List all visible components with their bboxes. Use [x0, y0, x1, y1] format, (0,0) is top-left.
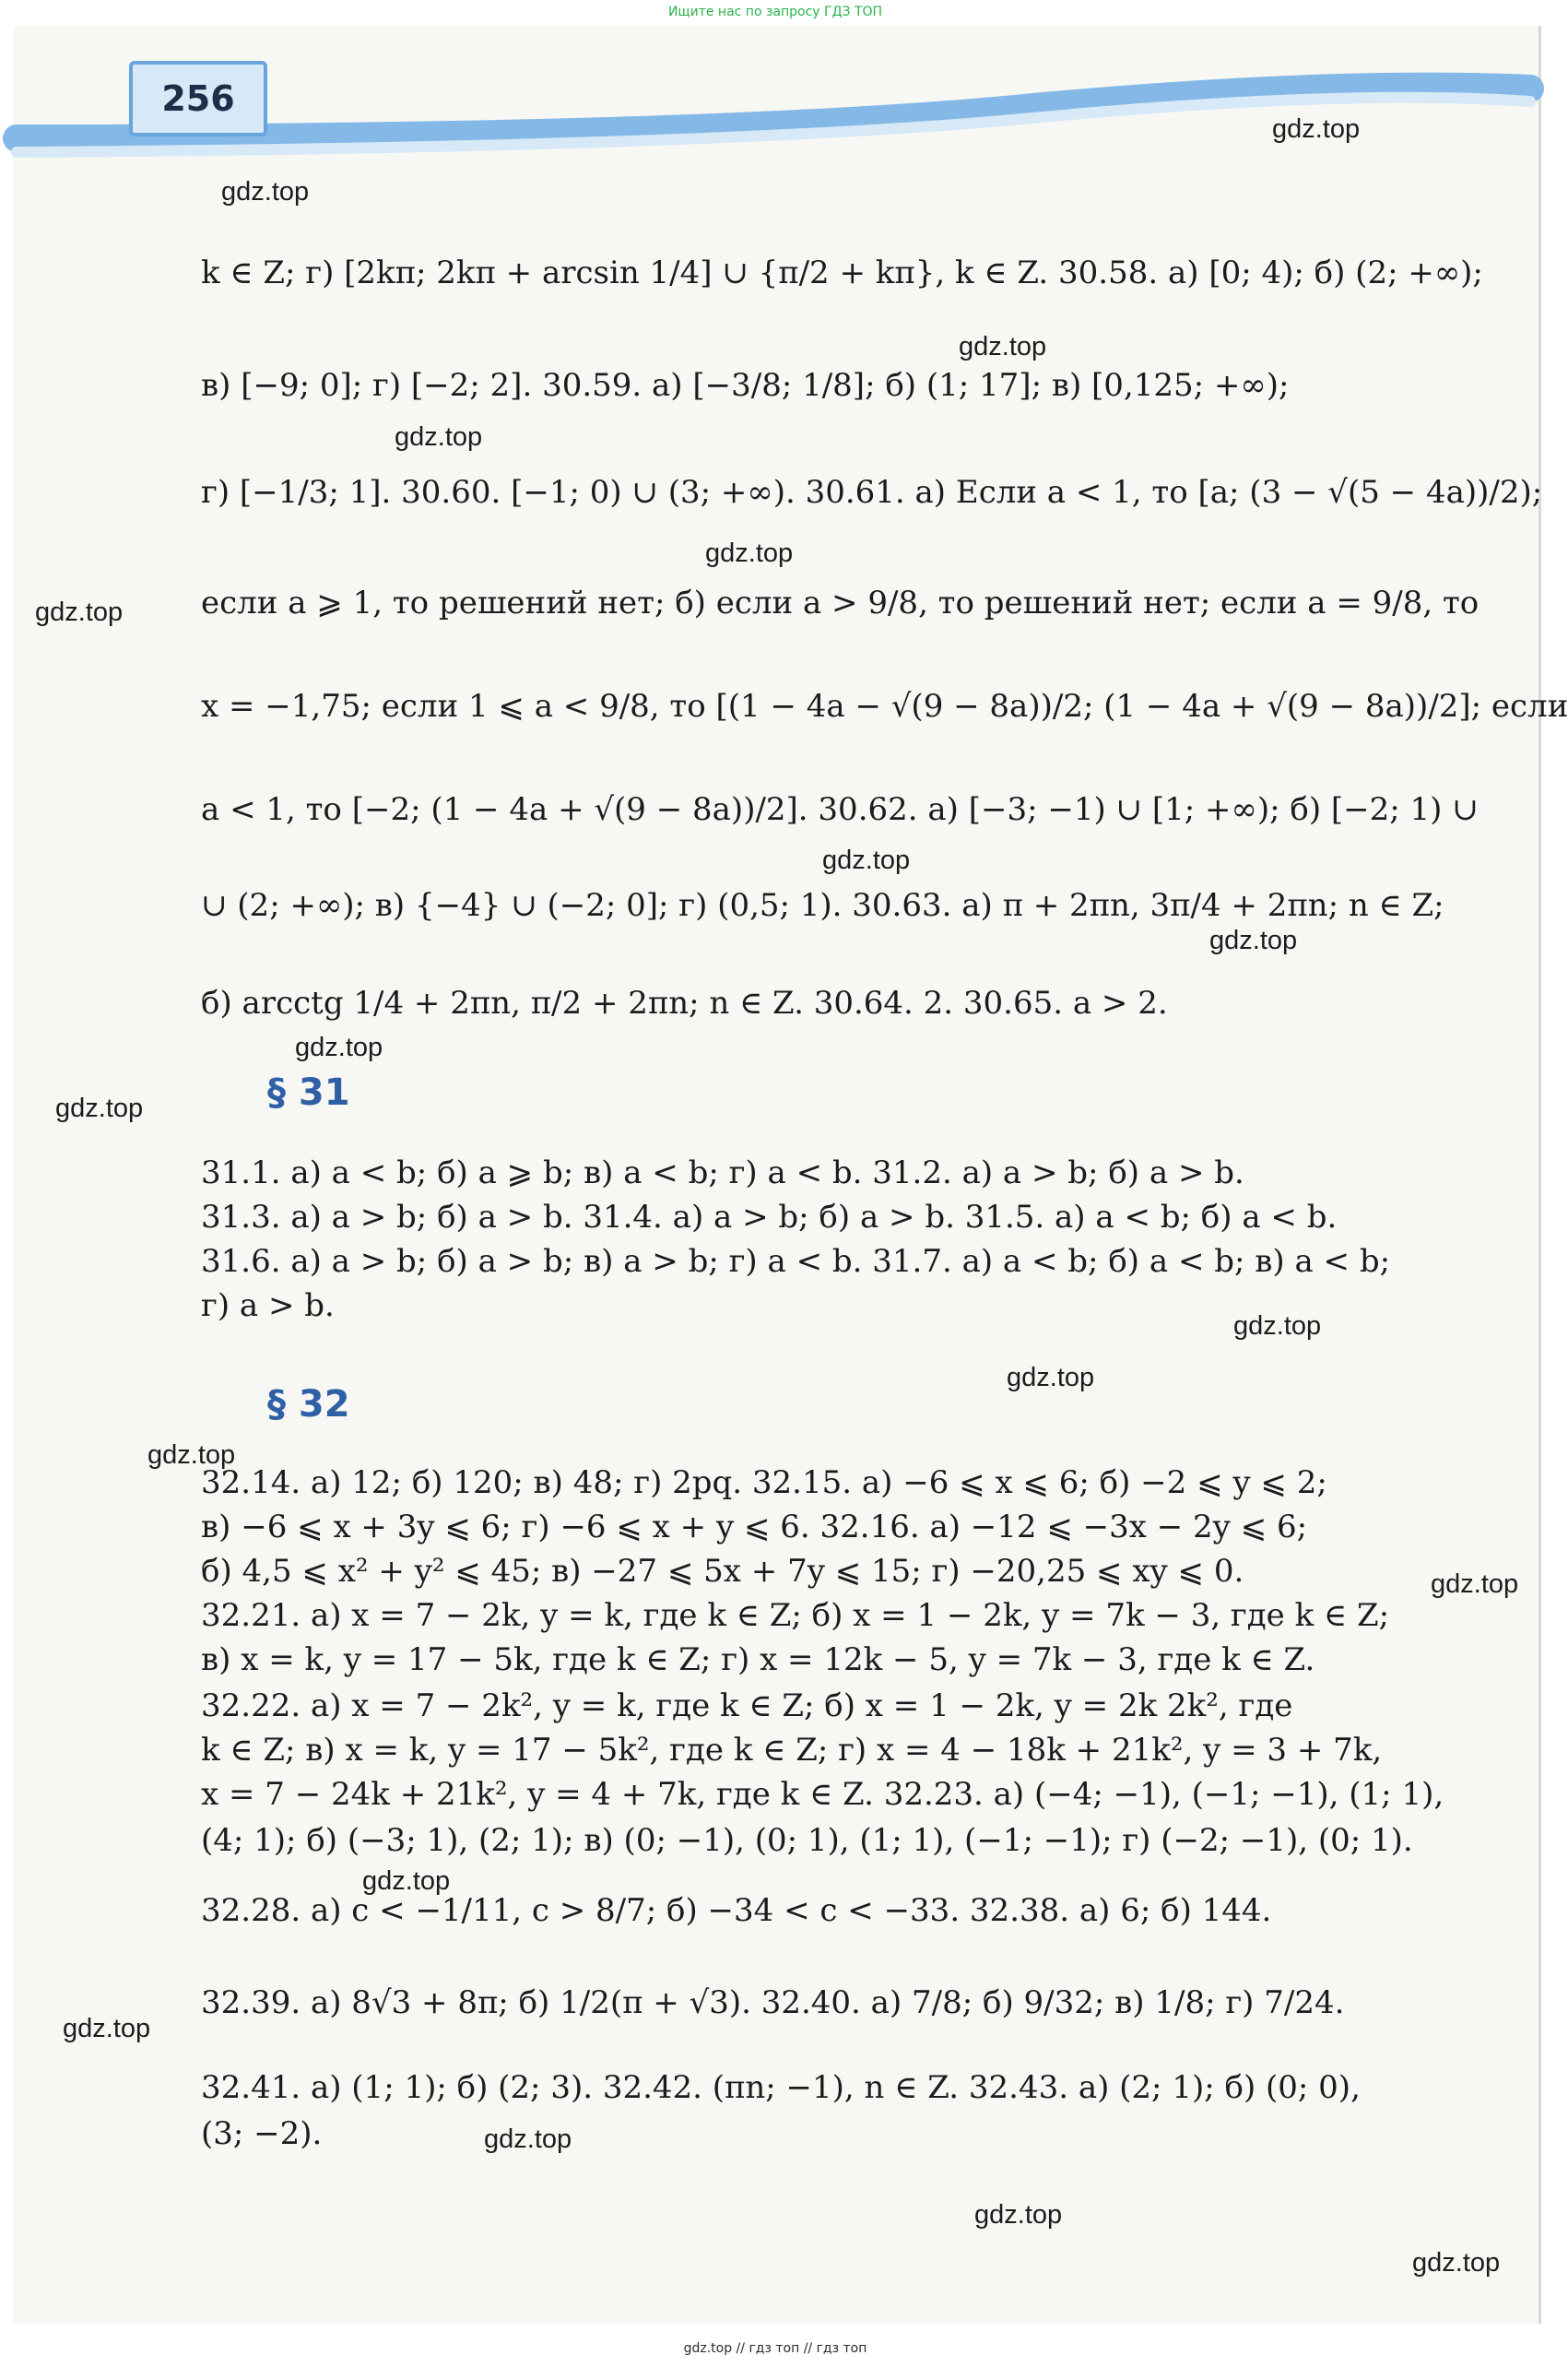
watermark: gdz.top	[1272, 114, 1361, 144]
watermark: gdz.top	[35, 598, 124, 627]
answer-line: 31.6. а) a > b; б) a > b; в) a > b; г) a < b. 31.7. а) a < b; б) a < b; в) a < b;	[201, 1243, 1391, 1280]
watermark: gdz.top	[362, 1866, 451, 1896]
answer-line: 31.3. а) a > b; б) a > b. 31.4. а) a > b; б) a > b. 31.5. а) a < b; б) a < b.	[201, 1199, 1338, 1236]
answer-line: если a ⩾ 1, то решений нет; б) если a > 9/8, то решений нет; если a = 9/8, то	[201, 585, 1480, 621]
answer-line: ∪ (2; +∞); в) {−4} ∪ (−2; 0]; г) (0,5; 1). 30.63. а) π + 2πn, 3π/4 + 2πn; n ∈ Z;	[201, 887, 1444, 924]
watermark: gdz.top	[959, 332, 1047, 361]
watermark: gdz.top	[705, 538, 794, 568]
answer-line: в) x = k, y = 17 − 5k, где k ∈ Z; г) x = 12k − 5, y = 7k − 3, где k ∈ Z.	[201, 1641, 1315, 1678]
answer-line: 32.39. а) 8√3 + 8π; б) 1/2(π + √3). 32.40. а) 7/8; б) 9/32; в) 1/8; г) 7/24.	[201, 1984, 1345, 2021]
answer-line: k ∈ Z; в) x = k, y = 17 − 5k², где k ∈ Z; г) x = 4 − 18k + 21k², y = 3 + 7k,	[201, 1732, 1383, 1769]
watermark: gdz.top	[1209, 926, 1298, 955]
bottom-banner: gdz.top // гдз топ // гдз топ	[683, 2341, 867, 2356]
answer-line: г) [−1/3; 1]. 30.60. [−1; 0) ∪ (3; +∞). 30.61. а) Если a < 1, то [a; (3 − √(5 − 4a))/2);	[201, 474, 1543, 511]
watermark: gdz.top	[974, 2200, 1063, 2230]
watermark: gdz.top	[484, 2124, 572, 2154]
answer-line: 32.21. а) x = 7 − 2k, y = k, где k ∈ Z; б) x = 1 − 2k, y = 7k − 3, где k ∈ Z;	[201, 1597, 1390, 1634]
answer-line: 32.28. а) c < −1/11, c > 8/7; б) −34 < c < −33. 32.38. а) 6; б) 144.	[201, 1892, 1272, 1929]
watermark: gdz.top	[1233, 1311, 1322, 1341]
watermark: gdz.top	[822, 846, 911, 875]
watermark: gdz.top	[1007, 1363, 1095, 1392]
watermark: gdz.top	[295, 1033, 383, 1062]
answer-line: (3; −2).	[201, 2115, 323, 2152]
answer-line: (4; 1); б) (−3; 1), (2; 1); в) (0; −1), (0; 1), (1; 1), (−1; −1); г) (−2; −1), (0; 1).	[201, 1822, 1413, 1859]
watermark: gdz.top	[1412, 2248, 1501, 2278]
watermark: gdz.top	[395, 422, 483, 452]
answer-line: a < 1, то [−2; (1 − 4a + √(9 − 8a))/2]. 30.62. а) [−3; −1) ∪ [1; +∞); б) [−2; 1) ∪	[201, 791, 1479, 828]
answer-line: x = −1,75; если 1 ⩽ a < 9/8, то [(1 − 4a − √(9 − 8a))/2; (1 − 4a + √(9 − 8a))/2]; если	[201, 688, 1568, 725]
watermark: gdz.top	[147, 1440, 236, 1470]
answer-line: 32.14. а) 12; б) 120; в) 48; г) 2pq. 32.15. а) −6 ⩽ x ⩽ 6; б) −2 ⩽ y ⩽ 2;	[201, 1464, 1327, 1501]
answer-line: б) 4,5 ⩽ x² + y² ⩽ 45; в) −27 ⩽ 5x + 7y ⩽ 15; г) −20,25 ⩽ xy ⩽ 0.	[201, 1553, 1244, 1590]
answer-line: в) [−9; 0]; г) [−2; 2]. 30.59. а) [−3/8; 1/8]; б) (1; 17]; в) [0,125; +∞);	[201, 367, 1290, 404]
top-banner: Ищите нас по запросу ГДЗ ТОП	[667, 5, 883, 19]
answer-line: 32.22. а) x = 7 − 2k², y = k, где k ∈ Z; б) x = 1 − 2k, y = 2k 2k², где	[201, 1687, 1293, 1724]
answer-line: г) a > b.	[201, 1287, 335, 1324]
section-title-31: § 31	[267, 1071, 350, 1114]
watermark: gdz.top	[1431, 1569, 1519, 1599]
answer-line: x = 7 − 24k + 21k², y = 4 + 7k, где k ∈ Z. 32.23. а) (−4; −1), (−1; −1), (1; 1),	[201, 1776, 1444, 1813]
page-header	[0, 0, 1550, 184]
answer-line: в) −6 ⩽ x + 3y ⩽ 6; г) −6 ⩽ x + y ⩽ 6. 32.16. а) −12 ⩽ −3x − 2y ⩽ 6;	[201, 1509, 1308, 1545]
watermark: gdz.top	[55, 1094, 144, 1123]
watermark: gdz.top	[221, 177, 310, 207]
page-number: 256	[129, 61, 267, 136]
watermark: gdz.top	[63, 2014, 151, 2043]
answer-line: 32.41. а) (1; 1); б) (2; 3). 32.42. (πn; −1), n ∈ Z. 32.43. а) (2; 1); б) (0; 0),	[201, 2069, 1361, 2106]
answer-line: k ∈ Z; г) [2kπ; 2kπ + arcsin 1/4] ∪ {π/2 + kπ}, k ∈ Z. 30.58. а) [0; 4); б) (2; +∞);	[201, 254, 1483, 291]
answer-line: 31.1. а) a < b; б) a ⩾ b; в) a < b; г) a < b. 31.2. а) a > b; б) a > b.	[201, 1154, 1244, 1191]
section-title-32: § 32	[267, 1383, 350, 1426]
answer-line: б) arcctg 1/4 + 2πn, π/2 + 2πn; n ∈ Z. 30.64. 2. 30.65. a > 2.	[201, 985, 1168, 1022]
